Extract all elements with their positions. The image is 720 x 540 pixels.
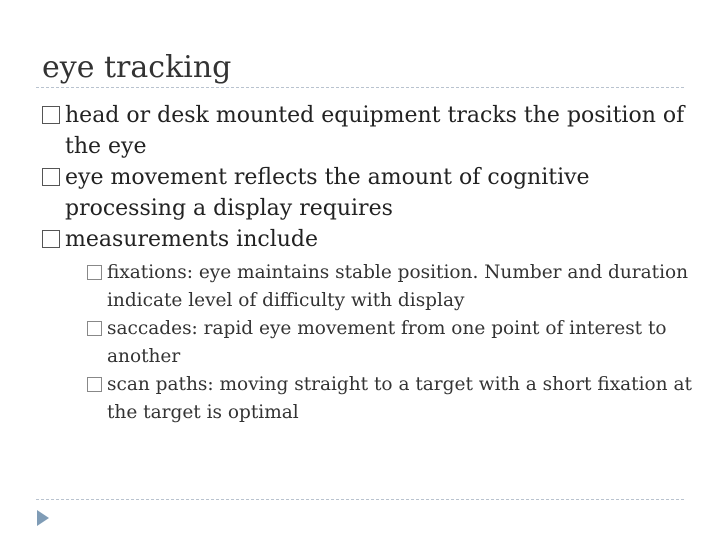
sub-bullet-text: saccades: rapid eye movement from one point of interest to another [107, 318, 667, 367]
sub-bullet-item [87, 315, 692, 371]
bullet-text: measurements include [65, 227, 318, 252]
footer-divider [36, 499, 684, 500]
bullet-item [42, 100, 692, 162]
slide-title: eye tracking [42, 50, 232, 85]
sub-bullet-text: fixations: eye maintains stable position. Number and duration indicate level of difficulty with display [107, 262, 689, 311]
square-bullet-icon [42, 106, 60, 124]
square-bullet-icon [42, 230, 60, 248]
triangle-arrow-icon [36, 509, 50, 527]
sub-bullet-text: scan paths: moving straight to a target with a short fixation at the target is optimal [107, 374, 692, 423]
square-bullet-icon [42, 168, 60, 186]
slide-content [42, 100, 692, 427]
bullet-item [42, 224, 692, 255]
sub-bullet-item [87, 371, 692, 427]
bullet-item [42, 162, 692, 224]
sub-bullet-item [87, 259, 692, 315]
title-divider [36, 87, 684, 88]
bullet-text: head or desk mounted equipment tracks the position of the eye [65, 103, 685, 159]
square-bullet-icon [87, 377, 102, 392]
square-bullet-icon [87, 265, 102, 280]
bullet-text: eye movement reflects the amount of cognitive processing a display requires [65, 165, 590, 221]
square-bullet-icon [87, 321, 102, 336]
